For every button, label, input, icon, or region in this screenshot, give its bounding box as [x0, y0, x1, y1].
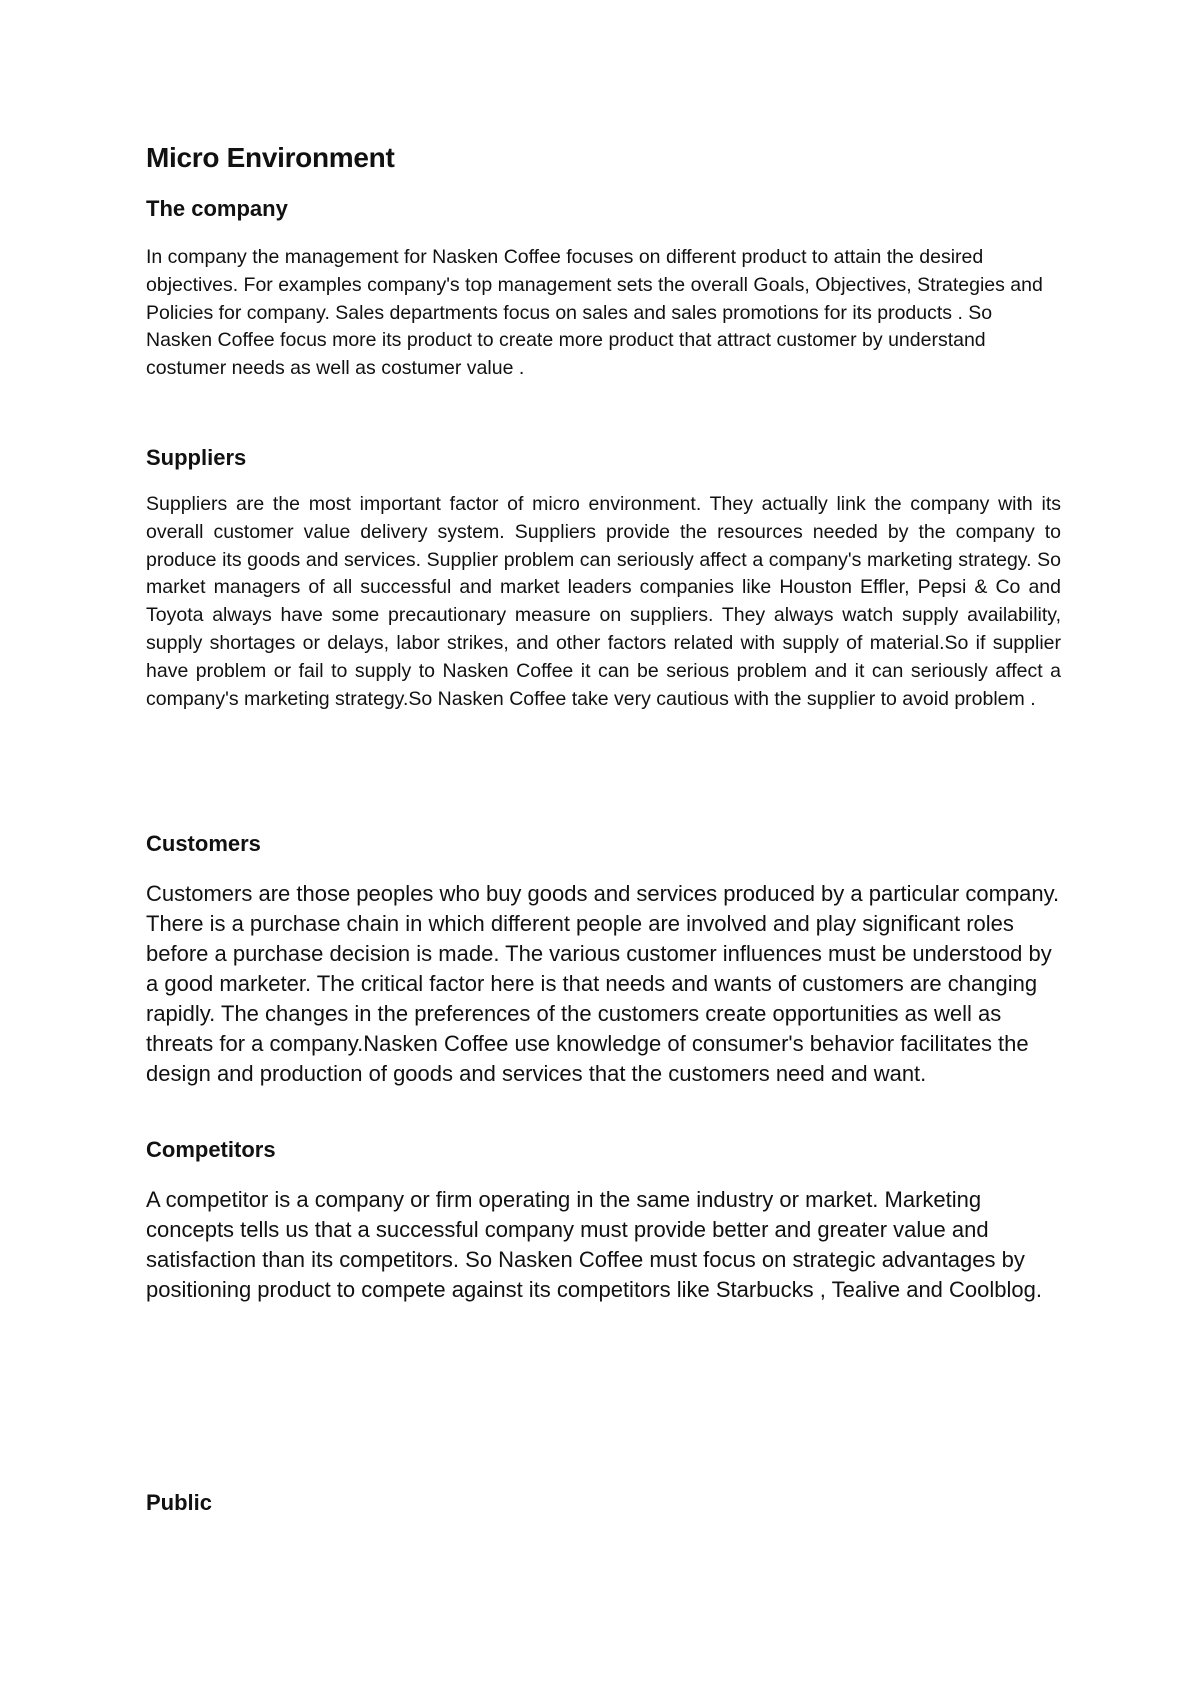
heading-the-company: The company — [146, 196, 288, 221]
paragraph-the-company: In company the management for Nasken Coffee focuses on different product to attain the desired objectives. For examples company's top management sets the overall Goals, Objectives, Strategies and Policies for company. Sales departments focus on sales and sales promotions for its products . So Nasken Coffee focus more its product to create more product that attract customer by understand costumer needs as well as costumer value . — [146, 246, 1043, 380]
paragraph-competitors: A competitor is a company or firm operating in the same industry or market. Marketing concepts tells us that a successful company must provide better and greater value and satisfaction than its competitors. So Nasken Coffee must focus on strategic advantages by positioning product to compete against its competitors like Starbucks , Tealive and Coolblog. — [146, 1187, 1042, 1302]
heading-suppliers: Suppliers — [146, 445, 247, 470]
heading-public: Public — [146, 1490, 213, 1515]
document-title: Micro Environment — [146, 142, 395, 173]
heading-competitors: Competitors — [146, 1137, 276, 1162]
paragraph-customers: Customers are those peoples who buy goods and services produced by a particular company. There is a purchase chain in which different people are involved and play significant roles before a purchase decision is made. The various customer influences must be understood by a good marketer. The critical factor here is that needs and wants of customers are changing rapidly. The changes in the preferences of the customers create opportunities as well as threats for a company.Nasken Coffee use knowledge of consumer's behavior facilitates the design and production of goods and services that the customers need and want. — [146, 881, 1060, 1086]
heading-customers: Customers — [146, 831, 261, 856]
paragraph-suppliers: Suppliers are the most important factor of micro environment. They actually link the company with its overall customer value delivery system. Suppliers provide the resources needed by the company to produce its goods and services. Supplier problem can seriously affect a company's marketing strategy. So market managers of all successful and market leaders companies like Houston Effler, Pepsi & Co and Toyota always have some precautionary measure on suppliers. They always watch supply availability, supply shortages or delays, labor strikes, and other factors related with supply of material.So if supplier have problem or fail to supply to Nasken Coffee it can be serious problem and it can seriously affect a company's marketing strategy.So Nasken Coffee take very cautious with the supplier to avoid problem . — [146, 493, 1061, 710]
